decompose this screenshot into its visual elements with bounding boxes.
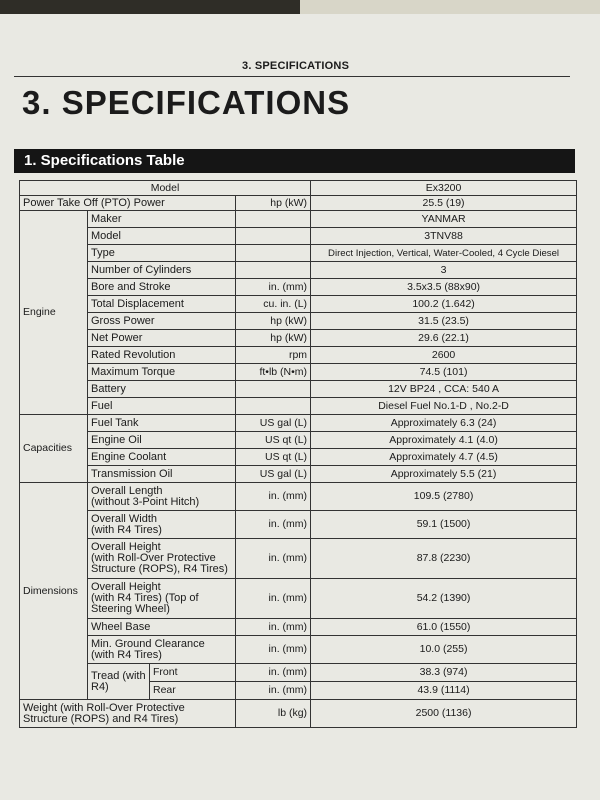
spec-unit: in. (mm) (236, 619, 311, 636)
spec-unit: ft•lb (N•m) (236, 364, 311, 381)
spec-value: 74.5 (101) (311, 364, 577, 381)
dimensions-category: Dimensions (20, 483, 88, 700)
spec-item (88, 619, 236, 636)
engine-category: Engine (20, 211, 88, 415)
table-row (20, 466, 577, 483)
spec-value: 59.1 (1500) (311, 511, 577, 539)
spec-unit: in. (mm) (236, 579, 311, 619)
spec-value: Approximately 4.7 (4.5) (311, 449, 577, 466)
spec-item-note: (with R4 Tires) (Top of Steering Wheel) (91, 592, 199, 615)
spec-unit: in. (mm) (236, 483, 311, 511)
tread-label: Tread (with R4) (88, 664, 150, 700)
spec-unit: US gal (L) (236, 466, 311, 483)
spec-value: 87.8 (2230) (311, 539, 577, 579)
table-row (20, 347, 577, 364)
spec-value: YANMAR (311, 211, 577, 228)
spec-item: Maker (88, 211, 236, 228)
spec-value: 100.2 (1.642) (311, 296, 577, 313)
table-row (20, 511, 577, 539)
spec-unit: hp (kW) (236, 313, 311, 330)
table-row (20, 432, 577, 449)
spec-unit (236, 245, 311, 262)
spec-item: Maximum Torque (88, 364, 236, 381)
spec-item (88, 511, 236, 539)
weight-label: Weight (with Roll-Over Protective Structure (ROPS) and R4 Tires) (20, 700, 236, 728)
table-row (20, 449, 577, 466)
table-row (20, 483, 577, 511)
spec-unit: in. (mm) (236, 682, 311, 700)
pto-value: 25.5 (19) (311, 196, 577, 211)
spec-unit: in. (mm) (236, 279, 311, 296)
table-row (20, 313, 577, 330)
page-title: 3. SPECIFICATIONS (22, 84, 351, 121)
section-heading: 1. Specifications Table (14, 149, 575, 173)
spec-unit: US qt (L) (236, 449, 311, 466)
model-value: Ex3200 (311, 181, 577, 196)
tread-rear-label: Rear (150, 682, 236, 700)
spec-item: Total Displacement (88, 296, 236, 313)
spec-value: 61.0 (1550) (311, 619, 577, 636)
spec-item: Bore and Stroke (88, 279, 236, 296)
spec-item: Transmission Oil (88, 466, 236, 483)
spec-item (88, 579, 236, 619)
spec-value: 38.3 (974) (311, 664, 577, 682)
spec-value: Direct Injection, Vertical, Water-Cooled, 4 Cycle Diesel (311, 245, 577, 262)
spec-unit (236, 262, 311, 279)
manual-page (0, 14, 600, 800)
spec-item: Gross Power (88, 313, 236, 330)
spec-unit: in. (mm) (236, 664, 311, 682)
spec-value: 29.6 (22.1) (311, 330, 577, 347)
spec-unit: hp (kW) (236, 330, 311, 347)
spec-unit: in. (mm) (236, 636, 311, 664)
spec-item (88, 483, 236, 511)
spec-item: Type (88, 245, 236, 262)
spec-item-name: Overall Height (91, 541, 161, 553)
spec-unit: US qt (L) (236, 432, 311, 449)
spec-value: 2600 (311, 347, 577, 364)
weight-unit: lb (kg) (236, 700, 311, 728)
table-row (20, 296, 577, 313)
pto-unit: hp (kW) (236, 196, 311, 211)
spec-item: Engine Coolant (88, 449, 236, 466)
spec-item (88, 636, 236, 664)
spec-item: Fuel (88, 398, 236, 415)
specifications-table (19, 180, 577, 728)
capacities-category: Capacities (20, 415, 88, 483)
spec-value: Approximately 6.3 (24) (311, 415, 577, 432)
spec-value: Diesel Fuel No.1-D , No.2-D (311, 398, 577, 415)
spec-item: Fuel Tank (88, 415, 236, 432)
table-row (20, 415, 577, 432)
spec-value: 43.9 (1114) (311, 682, 577, 700)
table-row (20, 228, 577, 245)
spec-item-name: Overall Width (91, 512, 158, 525)
header-rule (14, 76, 570, 77)
pto-label: Power Take Off (PTO) Power (20, 196, 236, 211)
running-head: 3. SPECIFICATIONS (242, 60, 350, 72)
spec-item (88, 539, 236, 579)
spec-item: Net Power (88, 330, 236, 347)
spec-item-note: (without 3-Point Hitch) (91, 495, 200, 508)
model-label: Model (20, 181, 311, 196)
table-row (20, 245, 577, 262)
table-row (20, 211, 577, 228)
table-row (20, 196, 577, 211)
spec-value: Approximately 5.5 (21) (311, 466, 577, 483)
spec-unit: in. (mm) (236, 511, 311, 539)
spec-unit: in. (mm) (236, 539, 311, 579)
table-row (20, 398, 577, 415)
table-row (20, 364, 577, 381)
spec-value: 3TNV88 (311, 228, 577, 245)
spec-item: Rated Revolution (88, 347, 236, 364)
spec-item-name: Overall Height (91, 581, 161, 593)
spec-value: Approximately 4.1 (4.0) (311, 432, 577, 449)
spec-value: 54.2 (1390) (311, 579, 577, 619)
tread-front-label: Front (150, 664, 236, 682)
spec-item: Number of Cylinders (88, 262, 236, 279)
spec-value: 31.5 (23.5) (311, 313, 577, 330)
table-row (20, 579, 577, 619)
weight-value: 2500 (1136) (311, 700, 577, 728)
table-row (20, 636, 577, 664)
spec-unit (236, 228, 311, 245)
spec-unit: cu. in. (L) (236, 296, 311, 313)
table-row (20, 381, 577, 398)
spec-item-name: Wheel Base (91, 620, 151, 633)
spec-item-note: (with R4 Tires) (91, 648, 162, 661)
spec-item: Model (88, 228, 236, 245)
table-row (20, 181, 577, 196)
spec-value: 10.0 (255) (311, 636, 577, 664)
spec-item-note: (with R4 Tires) (91, 523, 162, 536)
spec-item-note: (with Roll-Over Protective Structure (ROPS), R4 Tires) (91, 552, 228, 575)
spec-item: Battery (88, 381, 236, 398)
spec-unit (236, 381, 311, 398)
spec-unit: US gal (L) (236, 415, 311, 432)
table-row (20, 262, 577, 279)
spec-unit: rpm (236, 347, 311, 364)
spec-item: Engine Oil (88, 432, 236, 449)
table-row (20, 700, 577, 728)
table-row (20, 664, 577, 682)
spec-value: 109.5 (2780) (311, 483, 577, 511)
spec-unit (236, 398, 311, 415)
spec-value: 3.5x3.5 (88x90) (311, 279, 577, 296)
spec-unit (236, 211, 311, 228)
table-row (20, 330, 577, 347)
spec-value: 12V BP24 , CCA: 540 A (311, 381, 577, 398)
table-row (20, 619, 577, 636)
table-row (20, 279, 577, 296)
spec-value: 3 (311, 262, 577, 279)
spec-item-name: Overall Length (91, 484, 163, 497)
table-row (20, 539, 577, 579)
spec-item-name: Min. Ground Clearance (91, 637, 205, 650)
